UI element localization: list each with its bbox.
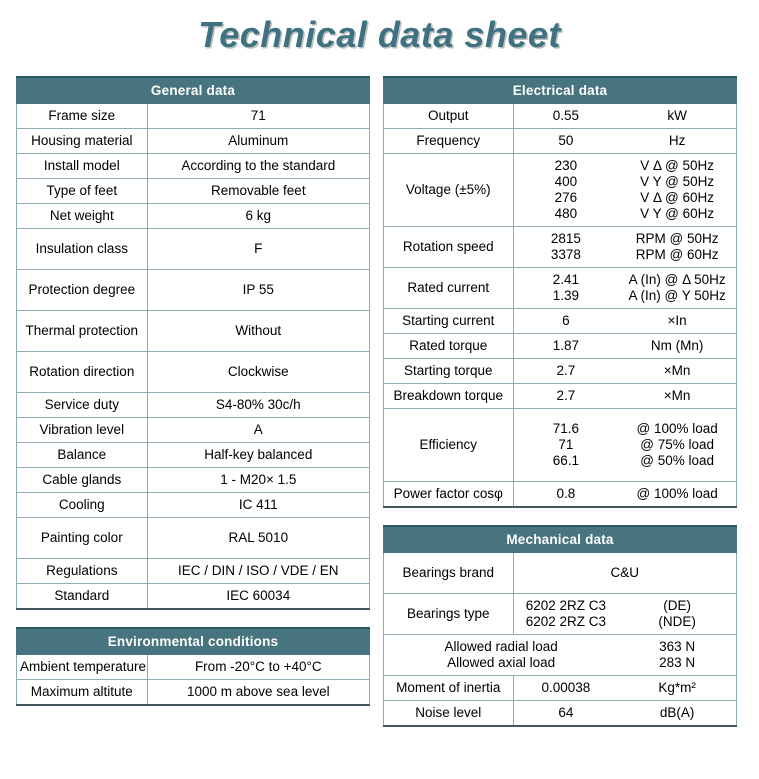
- table-row: [384, 154, 737, 227]
- table-header-row: [384, 77, 737, 104]
- table-row: [384, 268, 737, 309]
- electrical-data-table: [383, 76, 737, 508]
- cell-line: Allowed axial load: [447, 655, 556, 670]
- cell-line: Allowed radial load: [444, 639, 558, 654]
- cell-line: Vibration level: [39, 422, 125, 437]
- environmental-conditions-header: Environmental conditions: [17, 628, 370, 655]
- cell-line: Rotation speed: [402, 239, 494, 254]
- table-row: [384, 384, 737, 409]
- row-value: [513, 553, 736, 594]
- cell-line: 71.6: [552, 421, 580, 436]
- cell-line: Install model: [43, 158, 120, 173]
- table-row: [17, 129, 370, 154]
- cell-line: RPM @ 50Hz: [635, 231, 719, 246]
- cell-line: Moment of inertia: [396, 680, 501, 695]
- cell-line: Rated current: [407, 280, 490, 295]
- table-header-row: [384, 526, 737, 553]
- cell-line: 2.7: [556, 363, 576, 378]
- row-label: [17, 179, 148, 204]
- cell-line: A (In) @ Y 50Hz: [628, 288, 726, 303]
- cell-line: 283 N: [659, 655, 696, 670]
- table-row: [384, 701, 737, 727]
- cell-line: 0.00038: [541, 680, 591, 695]
- row-value: [513, 129, 618, 154]
- cell-line: IEC 60034: [226, 588, 291, 603]
- cell-line: @ 100% load: [636, 421, 718, 436]
- cell-line: Breakdown torque: [393, 388, 504, 403]
- table-row: [384, 334, 737, 359]
- row-label: [384, 676, 514, 701]
- cell-line: Efficiency: [419, 437, 478, 452]
- row-label: [384, 227, 514, 268]
- cell-line: 3378: [550, 247, 581, 262]
- table-row: [384, 309, 737, 334]
- table-row: [17, 443, 370, 468]
- table-row: [17, 468, 370, 493]
- table-row: [384, 409, 737, 482]
- row-value: [147, 154, 369, 179]
- cell-line: V Δ @ 60Hz: [640, 190, 714, 205]
- cell-line: V Δ @ 50Hz: [640, 158, 714, 173]
- cell-line: 6 kg: [245, 208, 272, 223]
- cell-line: Rated torque: [409, 338, 488, 353]
- row-value: [147, 443, 369, 468]
- cell-line: Protection degree: [28, 282, 136, 297]
- cell-line: Voltage (±5%): [405, 182, 491, 197]
- row-label: [17, 418, 148, 443]
- cell-line: Thermal protection: [25, 323, 139, 338]
- cell-line: dB(A): [659, 705, 695, 720]
- row-value: [513, 309, 618, 334]
- row-value: [147, 418, 369, 443]
- row-value: [513, 359, 618, 384]
- row-unit: [618, 309, 736, 334]
- table-row: [17, 655, 370, 680]
- row-label: [17, 559, 148, 584]
- row-value: [147, 229, 369, 270]
- table-header-row: [17, 77, 370, 104]
- row-value: [513, 384, 618, 409]
- content-columns: [0, 76, 759, 727]
- cell-line: 276: [554, 190, 578, 205]
- cell-line: According to the standard: [181, 158, 336, 173]
- table-row: [17, 204, 370, 229]
- row-value: [147, 393, 369, 418]
- row-label: [17, 129, 148, 154]
- cell-line: Output: [428, 108, 469, 123]
- row-label: [384, 359, 514, 384]
- row-unit: [618, 104, 736, 129]
- row-label: [17, 468, 148, 493]
- cell-line: kW: [667, 108, 687, 123]
- cell-line: Hz: [668, 133, 686, 148]
- cell-line: Aluminum: [228, 133, 289, 148]
- row-value: [513, 334, 618, 359]
- table-row: [17, 518, 370, 559]
- cell-line: 2815: [550, 231, 581, 246]
- row-unit: [618, 154, 736, 227]
- row-value: [513, 268, 618, 309]
- table-row: [384, 553, 737, 594]
- mechanical-data-header: Mechanical data: [384, 526, 737, 553]
- cell-line: Without: [235, 323, 282, 338]
- row-unit: [618, 594, 736, 635]
- row-value: [147, 129, 369, 154]
- row-value: [513, 676, 618, 701]
- left-column: [16, 76, 370, 706]
- table-row: [384, 482, 737, 508]
- cell-line: Type of feet: [46, 183, 118, 198]
- cell-line: 1000 m above sea level: [187, 684, 330, 699]
- row-label: [384, 482, 514, 508]
- cell-line: Half-key balanced: [204, 447, 313, 462]
- row-unit: [618, 409, 736, 482]
- row-value: [147, 559, 369, 584]
- cell-line: Starting torque: [403, 363, 493, 378]
- cell-line: 2.7: [556, 388, 576, 403]
- row-label: [384, 268, 514, 309]
- row-label: [17, 393, 148, 418]
- row-value: [513, 154, 618, 227]
- row-value: [513, 482, 618, 508]
- cell-line: 50: [558, 133, 574, 148]
- cell-line: Regulations: [46, 563, 118, 578]
- row-label: [17, 680, 148, 706]
- table-row: [384, 104, 737, 129]
- cell-line: Ambient temperature: [20, 659, 147, 674]
- row-value: [147, 204, 369, 229]
- row-label: [384, 701, 514, 727]
- cell-line: 71: [558, 437, 574, 452]
- table-row: [17, 559, 370, 584]
- row-unit: [618, 676, 736, 701]
- cell-line: 6202 2RZ C3: [525, 598, 607, 613]
- cell-line: Painting color: [40, 530, 123, 545]
- cell-line: A (In) @ Δ 50Hz: [628, 272, 726, 287]
- cell-line: RAL 5010: [228, 530, 289, 545]
- row-value: [513, 227, 618, 268]
- row-label: [17, 443, 148, 468]
- row-label: [17, 352, 148, 393]
- cell-line: 230: [554, 158, 578, 173]
- cell-line: 71: [250, 108, 266, 123]
- row-label: [17, 493, 148, 518]
- table-row: [17, 154, 370, 179]
- cell-line: Nm (Mn): [650, 338, 704, 353]
- page-title: Technical data sheet: [198, 14, 561, 55]
- row-label: [384, 154, 514, 227]
- cell-line: Balance: [57, 447, 107, 462]
- table-row: [17, 179, 370, 204]
- electrical-data-header: Electrical data: [384, 77, 737, 104]
- cell-line: (NDE): [658, 614, 696, 629]
- row-value: [513, 104, 618, 129]
- row-unit: [618, 334, 736, 359]
- row-value: [147, 104, 369, 129]
- row-value: [513, 409, 618, 482]
- cell-line: @ 50% load: [640, 453, 714, 468]
- cell-line: 480: [554, 206, 578, 221]
- row-label: [384, 104, 514, 129]
- cell-line: 6202 2RZ C3: [525, 614, 607, 629]
- row-label: [17, 655, 148, 680]
- cell-line: 2.41: [552, 272, 580, 287]
- cell-line: Housing material: [31, 133, 133, 148]
- cell-line: (DE): [663, 598, 691, 613]
- row-value: [513, 701, 618, 727]
- cell-line: 0.8: [556, 486, 576, 501]
- row-label: [384, 129, 514, 154]
- row-label: [17, 229, 148, 270]
- cell-line: IP 55: [242, 282, 274, 297]
- table-row: [17, 352, 370, 393]
- table-row: [17, 493, 370, 518]
- mechanical-data-table: [383, 525, 737, 727]
- cell-line: 1 - M20× 1.5: [220, 472, 297, 487]
- row-label: [384, 334, 514, 359]
- row-label: [384, 309, 514, 334]
- table-row: [17, 393, 370, 418]
- cell-line: Rotation direction: [29, 364, 135, 379]
- row-unit: [618, 701, 736, 727]
- row-label: [384, 594, 514, 635]
- table-row: [384, 676, 737, 701]
- cell-line: 1.39: [552, 288, 580, 303]
- table-row: [384, 594, 737, 635]
- cell-line: Frequency: [416, 133, 481, 148]
- table-row: [17, 229, 370, 270]
- cell-line: V Y @ 60Hz: [640, 206, 715, 221]
- page: [0, 14, 759, 727]
- table-row: [384, 635, 737, 676]
- cell-line: 400: [554, 174, 578, 189]
- cell-line: Cable glands: [42, 472, 122, 487]
- row-unit: [618, 482, 736, 508]
- cell-line: Standard: [54, 588, 110, 603]
- row-value: [147, 468, 369, 493]
- cell-line: Kg*m²: [658, 680, 696, 695]
- right-column: [383, 76, 737, 727]
- row-unit: [618, 268, 736, 309]
- row-value: [513, 594, 618, 635]
- row-unit: [618, 129, 736, 154]
- cell-line: Frame size: [48, 108, 116, 123]
- row-unit: [618, 635, 736, 676]
- cell-line: Cooling: [58, 497, 105, 512]
- row-value: [147, 493, 369, 518]
- cell-line: 64: [558, 705, 574, 720]
- cell-line: F: [254, 241, 263, 256]
- cell-line: Clockwise: [227, 364, 289, 379]
- cell-line: Starting current: [402, 313, 495, 328]
- row-label: [17, 104, 148, 129]
- row-label: [17, 584, 148, 610]
- cell-line: @ 100% load: [636, 486, 718, 501]
- row-label: [17, 204, 148, 229]
- general-data-table: [16, 76, 370, 610]
- table-row: [17, 104, 370, 129]
- table-row: [17, 311, 370, 352]
- row-label: [384, 409, 514, 482]
- row-label: [17, 154, 148, 179]
- row-unit: [618, 384, 736, 409]
- table-header-row: [17, 628, 370, 655]
- table-row: [17, 418, 370, 443]
- row-unit: [618, 359, 736, 384]
- cell-line: RPM @ 60Hz: [635, 247, 719, 262]
- row-value: [147, 311, 369, 352]
- row-label: [384, 384, 514, 409]
- row-label: [17, 518, 148, 559]
- cell-line: From -20°C to +40°C: [194, 659, 322, 674]
- cell-line: 6: [562, 313, 570, 328]
- cell-line: Service duty: [44, 397, 119, 412]
- cell-line: ×In: [667, 313, 687, 328]
- row-unit: [618, 227, 736, 268]
- cell-line: Insulation class: [35, 241, 128, 256]
- cell-line: Removable feet: [211, 183, 306, 198]
- cell-line: ×Mn: [663, 388, 691, 403]
- cell-line: 0.55: [552, 108, 580, 123]
- row-value: [147, 655, 369, 680]
- row-label: [17, 270, 148, 311]
- table-row: [17, 584, 370, 610]
- table-row: [17, 680, 370, 706]
- cell-line: C&U: [610, 565, 640, 580]
- row-label: [384, 635, 619, 676]
- row-value: [147, 270, 369, 311]
- cell-line: ×Mn: [663, 363, 691, 378]
- cell-line: Net weight: [49, 208, 114, 223]
- row-value: [147, 518, 369, 559]
- table-row: [384, 359, 737, 384]
- row-value: [147, 352, 369, 393]
- cell-line: Noise level: [415, 705, 482, 720]
- general-data-header: General data: [17, 77, 370, 104]
- row-value: [147, 584, 369, 610]
- cell-line: IC 411: [238, 497, 278, 512]
- row-label: [384, 553, 514, 594]
- table-row: [384, 227, 737, 268]
- cell-line: Bearings type: [406, 606, 490, 621]
- cell-line: @ 75% load: [640, 437, 714, 452]
- row-label: [17, 311, 148, 352]
- cell-line: IEC / DIN / ISO / VDE / EN: [178, 563, 339, 578]
- cell-line: Bearings brand: [402, 565, 495, 580]
- cell-line: Power factor cosφ: [393, 486, 503, 501]
- cell-line: V Y @ 50Hz: [640, 174, 715, 189]
- cell-line: Maximum altitute: [30, 684, 133, 699]
- environmental-conditions-table: [16, 627, 370, 706]
- cell-line: 363 N: [659, 639, 696, 654]
- cell-line: 1.87: [552, 338, 580, 353]
- table-row: [17, 270, 370, 311]
- table-row: [384, 129, 737, 154]
- row-value: [147, 680, 369, 706]
- row-value: [147, 179, 369, 204]
- cell-line: 66.1: [552, 453, 580, 468]
- cell-line: S4-80% 30c/h: [215, 397, 301, 412]
- cell-line: A: [253, 422, 263, 437]
